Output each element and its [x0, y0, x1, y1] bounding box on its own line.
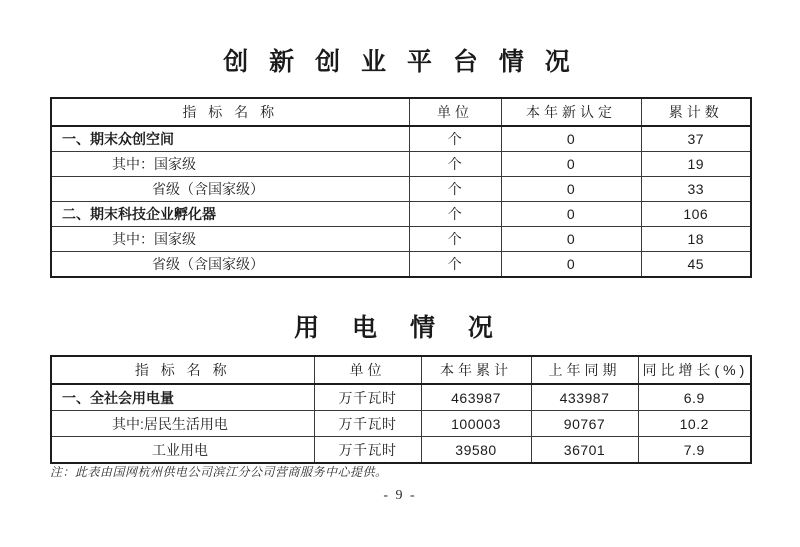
cumulative-cell: 106: [641, 202, 751, 227]
table-row: [51, 227, 751, 252]
unit-cell: 万千瓦时: [314, 411, 421, 437]
previous-year-cell: 36701: [531, 437, 638, 464]
previous-year-cell: 433987: [531, 384, 638, 411]
table-row: [51, 411, 751, 437]
new-this-year-cell: 0: [501, 252, 641, 278]
section2-title: 用 电 情 况: [294, 314, 506, 342]
unit-cell: 万千瓦时: [314, 437, 421, 464]
unit-cell: 个: [409, 202, 501, 227]
indicator-name: 一、期末众创空间: [51, 126, 409, 152]
table-row: [51, 384, 751, 411]
new-this-year-cell: 0: [501, 227, 641, 252]
unit-cell: 个: [409, 227, 501, 252]
previous-year-cell: 90767: [531, 411, 638, 437]
table-row: [51, 152, 751, 177]
current-year-cell: 463987: [421, 384, 531, 411]
unit-cell: 个: [409, 126, 501, 152]
new-this-year-cell: 0: [501, 202, 641, 227]
table-header-row: [51, 356, 751, 384]
innovation-platform-table: [50, 97, 752, 278]
electricity-usage-table: [50, 355, 752, 464]
table-header-row: [51, 98, 751, 126]
indicator-name: 其中:居民生活用电: [51, 411, 314, 437]
indicator-name: 二、期末科技企业孵化器: [51, 202, 409, 227]
cumulative-cell: 18: [641, 227, 751, 252]
growth-cell: 10.2: [638, 411, 751, 437]
cumulative-cell: 33: [641, 177, 751, 202]
table-row: [51, 437, 751, 464]
section1-title: 创 新 创 业 平 台 情 况: [223, 48, 577, 76]
current-year-cell: 100003: [421, 411, 531, 437]
cumulative-cell: 37: [641, 126, 751, 152]
unit-cell: 个: [409, 252, 501, 278]
page-number: - 9 -: [383, 488, 417, 503]
header-current-year: 本年累计: [421, 356, 531, 384]
header-previous-year: 上年同期: [531, 356, 638, 384]
header-unit: 单位: [409, 98, 501, 126]
indicator-name: 省级（含国家级）: [51, 177, 409, 202]
new-this-year-cell: 0: [501, 126, 641, 152]
table-row: [51, 252, 751, 278]
header-growth: 同比增长(%): [638, 356, 751, 384]
current-year-cell: 39580: [421, 437, 531, 464]
unit-cell: 个: [409, 177, 501, 202]
table-row: [51, 177, 751, 202]
growth-cell: 6.9: [638, 384, 751, 411]
header-indicator-name: 指 标 名 称: [51, 98, 409, 126]
unit-cell: 个: [409, 152, 501, 177]
indicator-name: 一、全社会用电量: [51, 384, 314, 411]
cumulative-cell: 19: [641, 152, 751, 177]
indicator-name: 工业用电: [51, 437, 314, 464]
table-row: [51, 126, 751, 152]
new-this-year-cell: 0: [501, 152, 641, 177]
header-indicator-name: 指 标 名 称: [51, 356, 314, 384]
new-this-year-cell: 0: [501, 177, 641, 202]
header-new-this-year: 本年新认定: [501, 98, 641, 126]
unit-cell: 万千瓦时: [314, 384, 421, 411]
source-footnote: 注：此表由国网杭州供电公司滨江分公司营商服务中心提供。: [50, 465, 388, 479]
indicator-name: 省级（含国家级）: [51, 252, 409, 278]
growth-cell: 7.9: [638, 437, 751, 464]
table-row: [51, 202, 751, 227]
indicator-name: 其中：国家级: [51, 152, 409, 177]
header-cumulative: 累计数: [641, 98, 751, 126]
indicator-name: 其中：国家级: [51, 227, 409, 252]
header-unit: 单位: [314, 356, 421, 384]
cumulative-cell: 45: [641, 252, 751, 278]
